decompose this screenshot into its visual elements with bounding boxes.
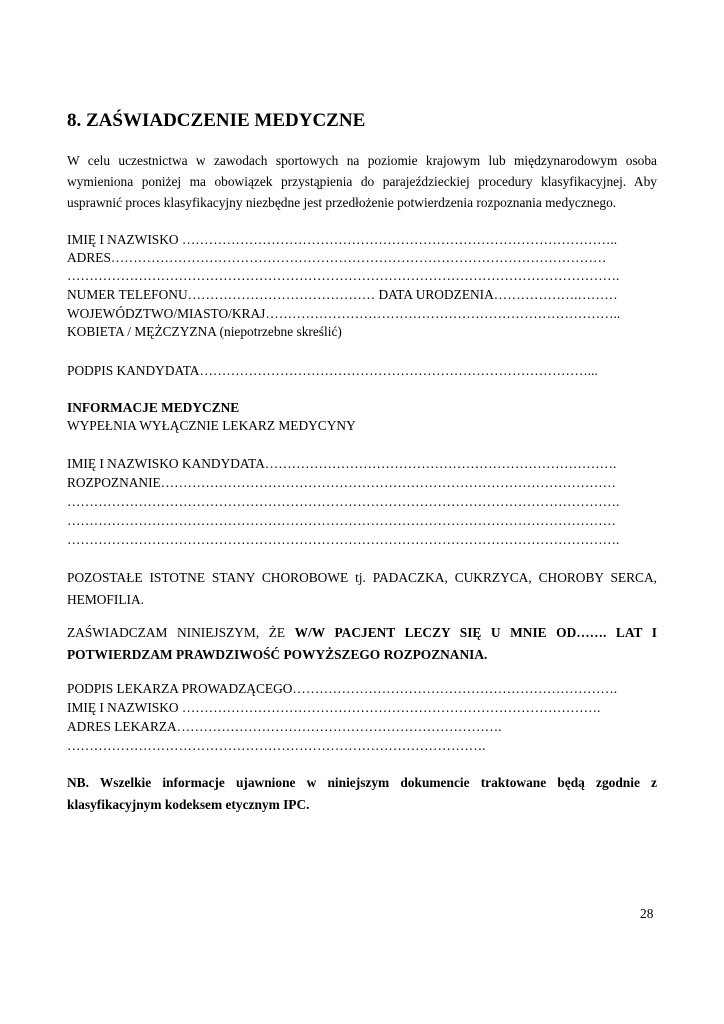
other-conditions-paragraph: POZOSTAŁE ISTOTNE STANY CHOROBOWE tj. PADACZKA, CUKRZYCA, CHOROBY SERCA, HEMOFILIA. — [67, 570, 657, 607]
medical-info-subheading: WYPEŁNIA WYŁĄCZNIE LEKARZ MEDYCYNY — [67, 418, 356, 433]
certification-bold: W/W PACJENT LECZY SIĘ U MNIE OD……. LAT I POTWIERDZAM PRAWDZIWOŚĆ POWYŻSZEGO ROZPOZNANIA. — [67, 625, 658, 662]
diagnosis-continuation-1: ……………………………………………………………………………………………………………. — [67, 494, 620, 509]
certification-prefix: ZAŚWIADCZAM NINIEJSZYM, ŻE — [67, 625, 295, 640]
diagnosis-continuation-2: …………………………………………………………………………………………………………… — [67, 513, 617, 528]
candidate-name-field: IMIĘ I NAZWISKO …………………………………………………………………………………….. — [67, 232, 618, 247]
sex-field: KOBIETA / MĘŻCZYZNA (niepotrzebne skreślić) — [67, 324, 342, 339]
doctor-name-field: IMIĘ I NAZWISKO …………………………………………………………………………………. — [67, 700, 601, 715]
note-paragraph: NB. Wszelkie informacje ujawnione w niniejszym dokumencie traktowane będą zgodnie z klasyfikacyjnym kodeksem etycznym IPC. — [67, 775, 657, 812]
page-title: 8. ZAŚWIADCZENIE MEDYCZNE — [67, 110, 366, 131]
doctor-signature-field: PODPIS LEKARZA PROWADZĄCEGO………………………………………………………………. — [67, 681, 618, 696]
medical-info-heading: INFORMACJE MEDYCZNE — [67, 400, 240, 415]
doctor-address-field: ADRES LEKARZA………………………………………………………………. — [67, 719, 502, 734]
page-number: 28 — [640, 906, 654, 921]
candidate-address-continuation: ……………………………………………………………………………………………………………. — [67, 268, 620, 283]
phone-birthdate-field: NUMER TELEFONU…………………………………… DATA URODZENIA……………….……… — [67, 287, 618, 302]
doctor-address-continuation: …………………………………………………………………………………. — [67, 738, 486, 753]
candidate-fullname-field: IMIĘ I NAZWISKO KANDYDATA……………………………………………………………………. — [67, 456, 617, 471]
intro-paragraph: W celu uczestnictwa w zawodach sportowych na poziomie krajowym lub międzynarodowym osoba wymieniona poniżej ma obowiązek przystąpienia do parajeździeckiej procedury klasyfikacyjnej. Aby usprawnić proces klasyfikacyjny niezbędne jest przedłożenie potwierdzenia rozpoznania medycznego. — [67, 153, 657, 210]
diagnosis-field: ROZPOZNANIE………………………………………………………………………………………… — [67, 475, 617, 490]
diagnosis-continuation-3: ……………………………………………………………………………………………………………. — [67, 532, 620, 547]
candidate-signature-field: PODPIS KANDYDATA……………………………………………………………………………... — [67, 363, 598, 378]
region-field: WOJEWÓDZTWO/MIASTO/KRAJ…………………………………………………………………….. — [67, 306, 621, 321]
certification-paragraph — [67, 622, 657, 666]
candidate-address-field: ADRES………………………………………………………………………………………………… — [67, 250, 607, 265]
